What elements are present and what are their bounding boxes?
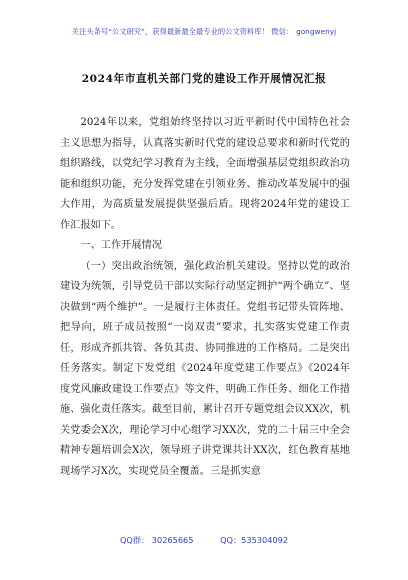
promo-text: 关注头条号“公文研究”，获得最新最全最专业的公文资料库！ 微信： xyxy=(71,27,294,36)
qq-group: QQ群： 30265665 xyxy=(119,535,194,545)
document-title: 2024年市直机关部门党的建设工作开展情况汇报 xyxy=(81,73,327,85)
promo-banner xyxy=(0,27,408,37)
qq-number: QQ：535304092 xyxy=(220,535,289,545)
paragraph-intro: 2024年以来，党组始终坚持以习近平新时代中国特色社会主义思想为指导，认真落实新时代党的建设总要求和新时代党的组织路线，以党纪学习教育为主线，全面增强基层党组织政治功能和组织功能，充分发挥党建在引领业务、推动改革发展中的强大作用，为高质量发展提供坚强后盾。现将2024年党的建设工作汇报如下。 xyxy=(60,117,350,231)
document-body xyxy=(60,113,350,482)
section-heading: 一、工作开展情况 xyxy=(80,240,162,251)
contact-footer xyxy=(0,535,408,546)
paragraph-political: （一）突出政治统领，强化政治机关建设。坚持以党的政治建设为统领，引导党员干部以实际行动坚定拥护“两个确立”、坚决做到“两个维护”。一是履行主体责任。党组书记带头管阵地、把导向，班子成员按照“一岗双责”要求，扎实落实党建工作责任，形成齐抓共管、各负其责、协同推进的工作格局。二是突出任务落实。制定下发党组《2024年度党建工作要点》《2024年度党风廉政建设工作要点》等文件，明确工作任务、细化工作措施、强化责任落实。截至目前，累计召开专题党组会议XX次，机关党委会X次，理论学习中心组学习XX次，党的二十届三中全会精神专题培训会X次，领导班子讲党课共计XX次，红色教育基地现场学习X次，实现党员全覆盖。三是抓实意 xyxy=(60,260,350,477)
wechat-id: gongwenyj xyxy=(296,27,337,36)
